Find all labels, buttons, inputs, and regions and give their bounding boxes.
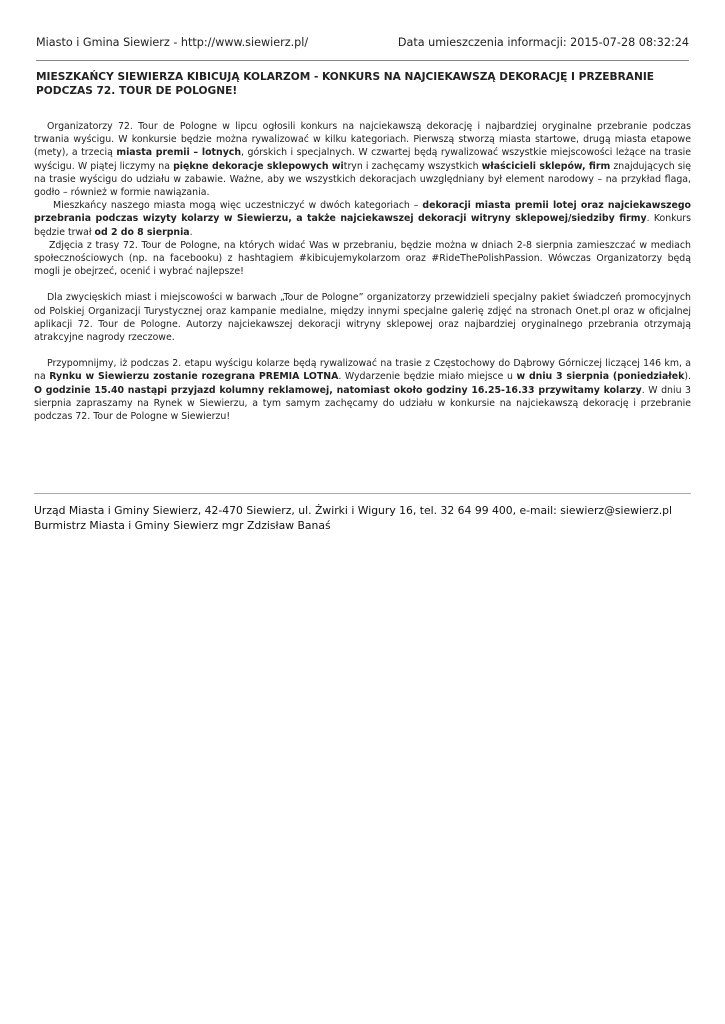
bold-text: Rynku w Siewierzu zostanie rozegrana PREMIA LOTNA [49,371,339,383]
article-title: MIESZKAŃCY SIEWIERZA KIBICUJĄ KOLARZOM - KONKURS NA NAJCIEKAWSZĄ DEKORACJĘ I PRZEBRANIE PODCZAS 72. TOUR DE POLOGNE! [36,71,655,97]
text: . Konkurs będzie trwał [34,213,692,238]
bold-text: O godzinie 15.40 nastąpi przyjazd kolumny reklamowej, natomiast około godziny 16.25-16.33 przywitamy kolarzy [34,384,642,396]
page-footer [34,503,691,533]
text: . W dniu 3 sierpnia zapraszamy na Rynek w Siewierzu, a tym samym zachęcamy do udziału w konkursie na najciekawszą dekorację i przebranie podczas 72. Tour de Pologne w Siewierzu! [34,384,692,423]
bold-text: miasta premii – lotnych [116,147,242,159]
text: Przypomnijmy, iż podczas 2. etapu wyścigu kolarze będą rywalizować na trasie z Częstochowy do Dąbrowy Górniczej liczącej 146 km, a na [34,358,691,383]
bold-text: właścicieli sklepów, firm [481,160,611,172]
text: . [189,226,193,238]
paragraph-3: Zdjęcia z trasy 72. Tour de Pologne, na których widać Was w przebraniu, będzie można w dniach 2-8 sierpnia zamieszczać w mediach społecznościowych (np. na facebooku) z hashtagiem #kibicujemykolarzom oraz #RideThePolishPassion. Wówczas Organizatorzy będą mogli je obejrzeć, ocenić i wybrać najlepsze! [34,239,691,278]
text: znajdujących się na trasie wyścigu do udziału w zabawie. Ważne, aby we wszystkich dekoracjach uwzględniany był element narodowy – na przykład flaga, godło – również w formie nawiązania. [34,160,691,199]
paragraph-5 [34,357,691,423]
text: , górskich i specjalnych. W czwartej będą rywalizować wszystkie miejscowości leżące na trasie wyścigu. W piątej liczymy na [34,147,692,172]
header-divider [36,60,689,61]
text: tryn i zachęcamy wszystkich [343,160,482,172]
bold-text: od 2 do 8 sierpnia [94,226,190,238]
site-name-url: Miasto i Gmina Siewierz - http://www.siewierz.pl/ [36,36,309,49]
text: Organizatorzy 72. Tour de Pologne w lipcu ogłosili konkurs na najciekawszą dekorację i najbardziej oryginalne przebranie podczas trwania wyścigu. W konkursie będzie można rywalizować w kilku kategoriach. Pierwszą stworzą miasta startowe, drugą miasta etapowe (mety), a trzecią [34,121,691,159]
bold-text: dekoracji miasta premii lotej oraz najciekawszego przebrania podczas wizyty kolarzy w Siewierzu, a także najciekawszej dekoracji witryny sklepowej/siedziby firmy [34,200,691,225]
article-body [34,120,691,423]
footer-mayor: Burmistrz Miasta i Gminy Siewierz mgr Zdzisław Banaś [34,519,331,532]
paragraph-2 [34,199,691,239]
publish-date: Data umieszczenia informacji: 2015-07-28 08:32:24 [397,36,689,49]
bold-text: piękne dekoracje sklepowych wi [173,160,344,172]
footer-address: Urząd Miasta i Gminy Siewierz, 42-470 Siewierz, ul. Żwirki i Wigury 16, tel. 32 64 99 400, e-mail: siewierz@siewierz.pl [34,504,673,517]
text: Mieszkańcy naszego miasta mogą więc uczestniczyć w dwóch kategoriach – [53,200,423,212]
bold-text: w dniu 3 sierpnia (poniedziałek [516,371,685,383]
paragraph-4: Dla zwycięskich miast i miejscowości w barwach „Tour de Pologne” organizatorzy przewidzieli specjalny pakiet świadczeń promocyjnych od Polskiej Organizacji Turystycznej oraz kampanie medialne, między innymi specjalne galerię zdjęć na stronach Onet.pl oraz w oficjalnej aplikacji 72. Tour de Pologne. Autorzy najciekawszej dekoracji witryny sklepowej oraz najbardziej oryginalnego przebrania otrzymają atrakcyjne nagrody rzeczowe. [34,292,691,344]
page-header [36,36,689,60]
footer-divider [34,493,691,494]
text: . Wydarzenie będzie miało miejsce u [338,371,517,383]
paragraph-1 [34,120,691,199]
text: ). [684,371,692,383]
